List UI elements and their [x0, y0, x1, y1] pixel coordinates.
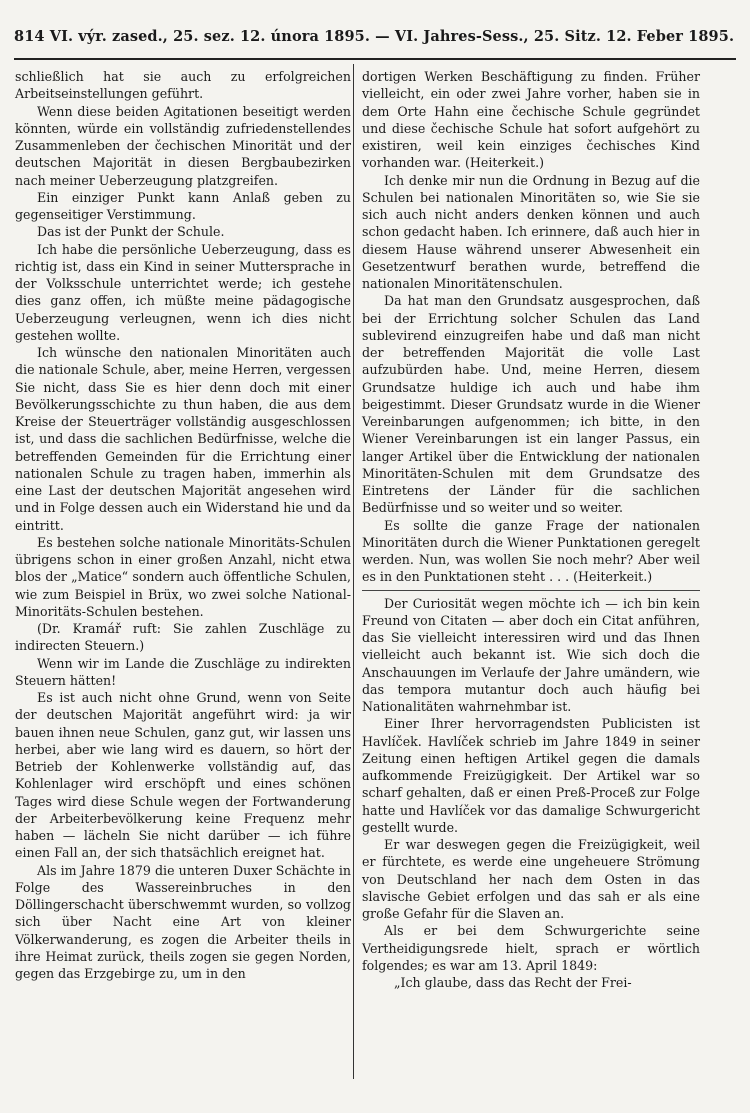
paragraph: Er war deswegen gegen die Freizügigkeit, weil er fürchtete, es werde eine ungeheuere Strömung von Deutschland her nach dem Osten in das slavische Gebiet erfolgen und das sah er als eine große Gefahr für die Slaven an. — [362, 837, 700, 921]
paragraph: Es ist auch nicht ohne Grund, wenn von Seite der deutschen Majorität angeführt wird: ja wir bauen ihnen neue Schulen, ganz gut, wir lassen uns herbei, aber wie lang wird es dauern, so hört der Betrieb der Kohlenwerke vollständig auf, das Kohlenlager wird erschöpft und eines schönen Tages wird diese Schule wegen der Fortwanderung der Arbeiterbevölkerung keine Frequenz mehr haben — lächeln Sie nicht darüber — ich führe einen Fall an, der sich thatsächlich ereignet hat. — [15, 690, 351, 861]
paragraph: Ein einziger Punkt kann Anlaß geben zu gegenseitiger Verstimmung. — [15, 189, 351, 222]
paragraph: Ich denke mir nun die Ordnung in Bezug auf die Schulen bei nationalen Minoritäten so, wie Sie sie sich auch nicht anders denken können und auch schon gedacht haben. Ich erinnere, daß auch hier in diesem Hause während unserer Abwesenheit ein Gesetzentwurf berathen wurde, betreffend die nationalen Minoritätenschulen. — [362, 172, 700, 291]
header-rule — [14, 58, 736, 60]
paragraph: Ich habe die persönliche Ueberzeugung, dass es richtig ist, dass ein Kind in seiner Muttersprache in der Volksschule unterrichtet werde; ich gestehe dies ganz offen, ich müßte meine pädagogische Ueberzeugung verleugnen, wenn ich dies nicht gestehen wollte. — [15, 241, 351, 343]
paragraph: Einer Ihrer hervorragendsten Publicisten ist Havlíček. Havlíček schrieb im Jahre 1849 in seiner Zeitung einen heftigen Artikel gegen die damals aufkommende Freizügigkeit. Der Artikel war so scharf gehalten, daß er einen Preß-Proceß zur Folge hatte und Havlíček vor das damalige Schwurgericht gestellt wurde. — [362, 716, 700, 835]
paragraph: Es bestehen solche nationale Minoritäts-Schulen übrigens schon in einer großen Anzahl, nicht etwa blos der „Matice“ sondern auch öffentliche Schulen, wie zum Beispiel in Brüx, wo zwei solche National-Minoritäts-Schulen bestehen. — [15, 534, 351, 619]
paragraph: dortigen Werken Beschäftigung zu finden. Früher vielleicht, ein oder zwei Jahre vorher, haben sie in dem Orte Hahn eine čechische Schule gegründet und diese čechische Schule hat sofort aufgehört zu existiren, weil kein einziges čechisches Kind vorhanden war. (Heiterkeit.) — [362, 69, 700, 171]
paragraph: Der Curiosität wegen möchte ich — ich bin kein Freund von Citaten — aber doch ein Citat anführen, das Sie vielleicht interessiren wird und das Ihnen vielleicht auch bekannt ist. Wie sich doch die Anschauungen im Verlaufe der Jahre umändern, wie das tempora mutantur doch auch häufig bei Nationalitäten wahrnehmbar ist. — [362, 595, 700, 714]
paragraph: Wenn wir im Lande die Zuschläge zu indirekten Steuern hätten! — [15, 655, 351, 688]
right-column — [362, 68, 700, 991]
paragraph: Es sollte die ganze Frage der nationalen Minoritäten durch die Wiener Punktationen geregelt werden. Nun, was wollen Sie noch mehr? Aber weil es in den Punktationen steht . . . (Heiterkeit.) — [362, 517, 700, 591]
paragraph: Wenn diese beiden Agitationen beseitigt werden könnten, würde ein vollständig zufriedenstellendes Zusammenleben der čechischen Minorität und der deutschen Majorität in diesen Bergbaubezirken nach meiner Ueberzeugung platzgreifen. — [15, 103, 351, 188]
page-header: 814 VI. výr. zased., 25. sez. 12. února 1895. — VI. Jahres-Sess., 25. Sitz. 12. Feber 1895. — [14, 28, 735, 45]
paragraph: schließlich hat sie auch zu erfolgreichen Arbeitseinstellungen geführt. — [15, 69, 351, 102]
quotation: „Ich glaube, dass das Recht der Frei- — [394, 975, 632, 990]
paragraph: Das ist der Punkt der Schule. — [37, 224, 225, 240]
paragraph: Als im Jahre 1879 die unteren Duxer Schächte in Folge des Wassereinbruches in den Döllingerschacht überschwemmt wurden, so vollzog sich über Nacht eine Art von kleiner Völkerwanderung, es zogen die Arbeiter theils in ihre Heimat zurück, theils zogen sie gegen Norden, gegen das Erzgebirge zu, um in den — [15, 862, 351, 981]
paragraph: Da hat man den Grundsatz ausgesprochen, daß bei der Errichtung solcher Schulen das Land sublevirend einzugreifen habe und daß man nicht der betreffenden Majorität die volle Last aufzubürden habe. Und, meine Herren, diesem Grundsatze huldige ich auch und habe ihm beigestimmt. Dieser Grundsatz wurde in die Wiener Vereinbarungen aufgenommen; ich bitte, in den Wiener Vereinbarungen ist ein langer Passus, ein langer Artikel über die Entwicklung der nationalen Minoritäten-Schulen mit dem Grundsatze des Eintretens der Länder für die sachlichen Bedürfnisse und so weiter und so weiter. — [362, 293, 700, 516]
interjection: (Dr. Kramář ruft: Sie zahlen Zuschläge zu indirecten Steuern.) — [15, 621, 351, 654]
paragraph: Ich wünsche den nationalen Minoritäten auch die nationale Schule, aber, meine Herren, vergessen Sie nicht, dass Sie es hier denn doch mit einer Bevölkerungsschichte zu thun haben, die aus dem Kreise der Steuerträger vollständig ausgeschlossen ist, und dass die sachlichen Bedürfnisse, welche die betreffenden Gemeinden für die Errichtung einer nationalen Schule zu tragen haben, immerhin als eine Last der deutschen Majorität angesehen wird und in Folge dessen auch ein Widerstand hie und da eintritt. — [15, 345, 351, 533]
paragraph: Als er bei dem Schwurgerichte seine Vertheidigungsrede hielt, sprach er wörtlich folgendes; es war am 13. April 1849: — [362, 923, 700, 973]
column-divider — [353, 64, 354, 1079]
left-column — [15, 68, 351, 982]
